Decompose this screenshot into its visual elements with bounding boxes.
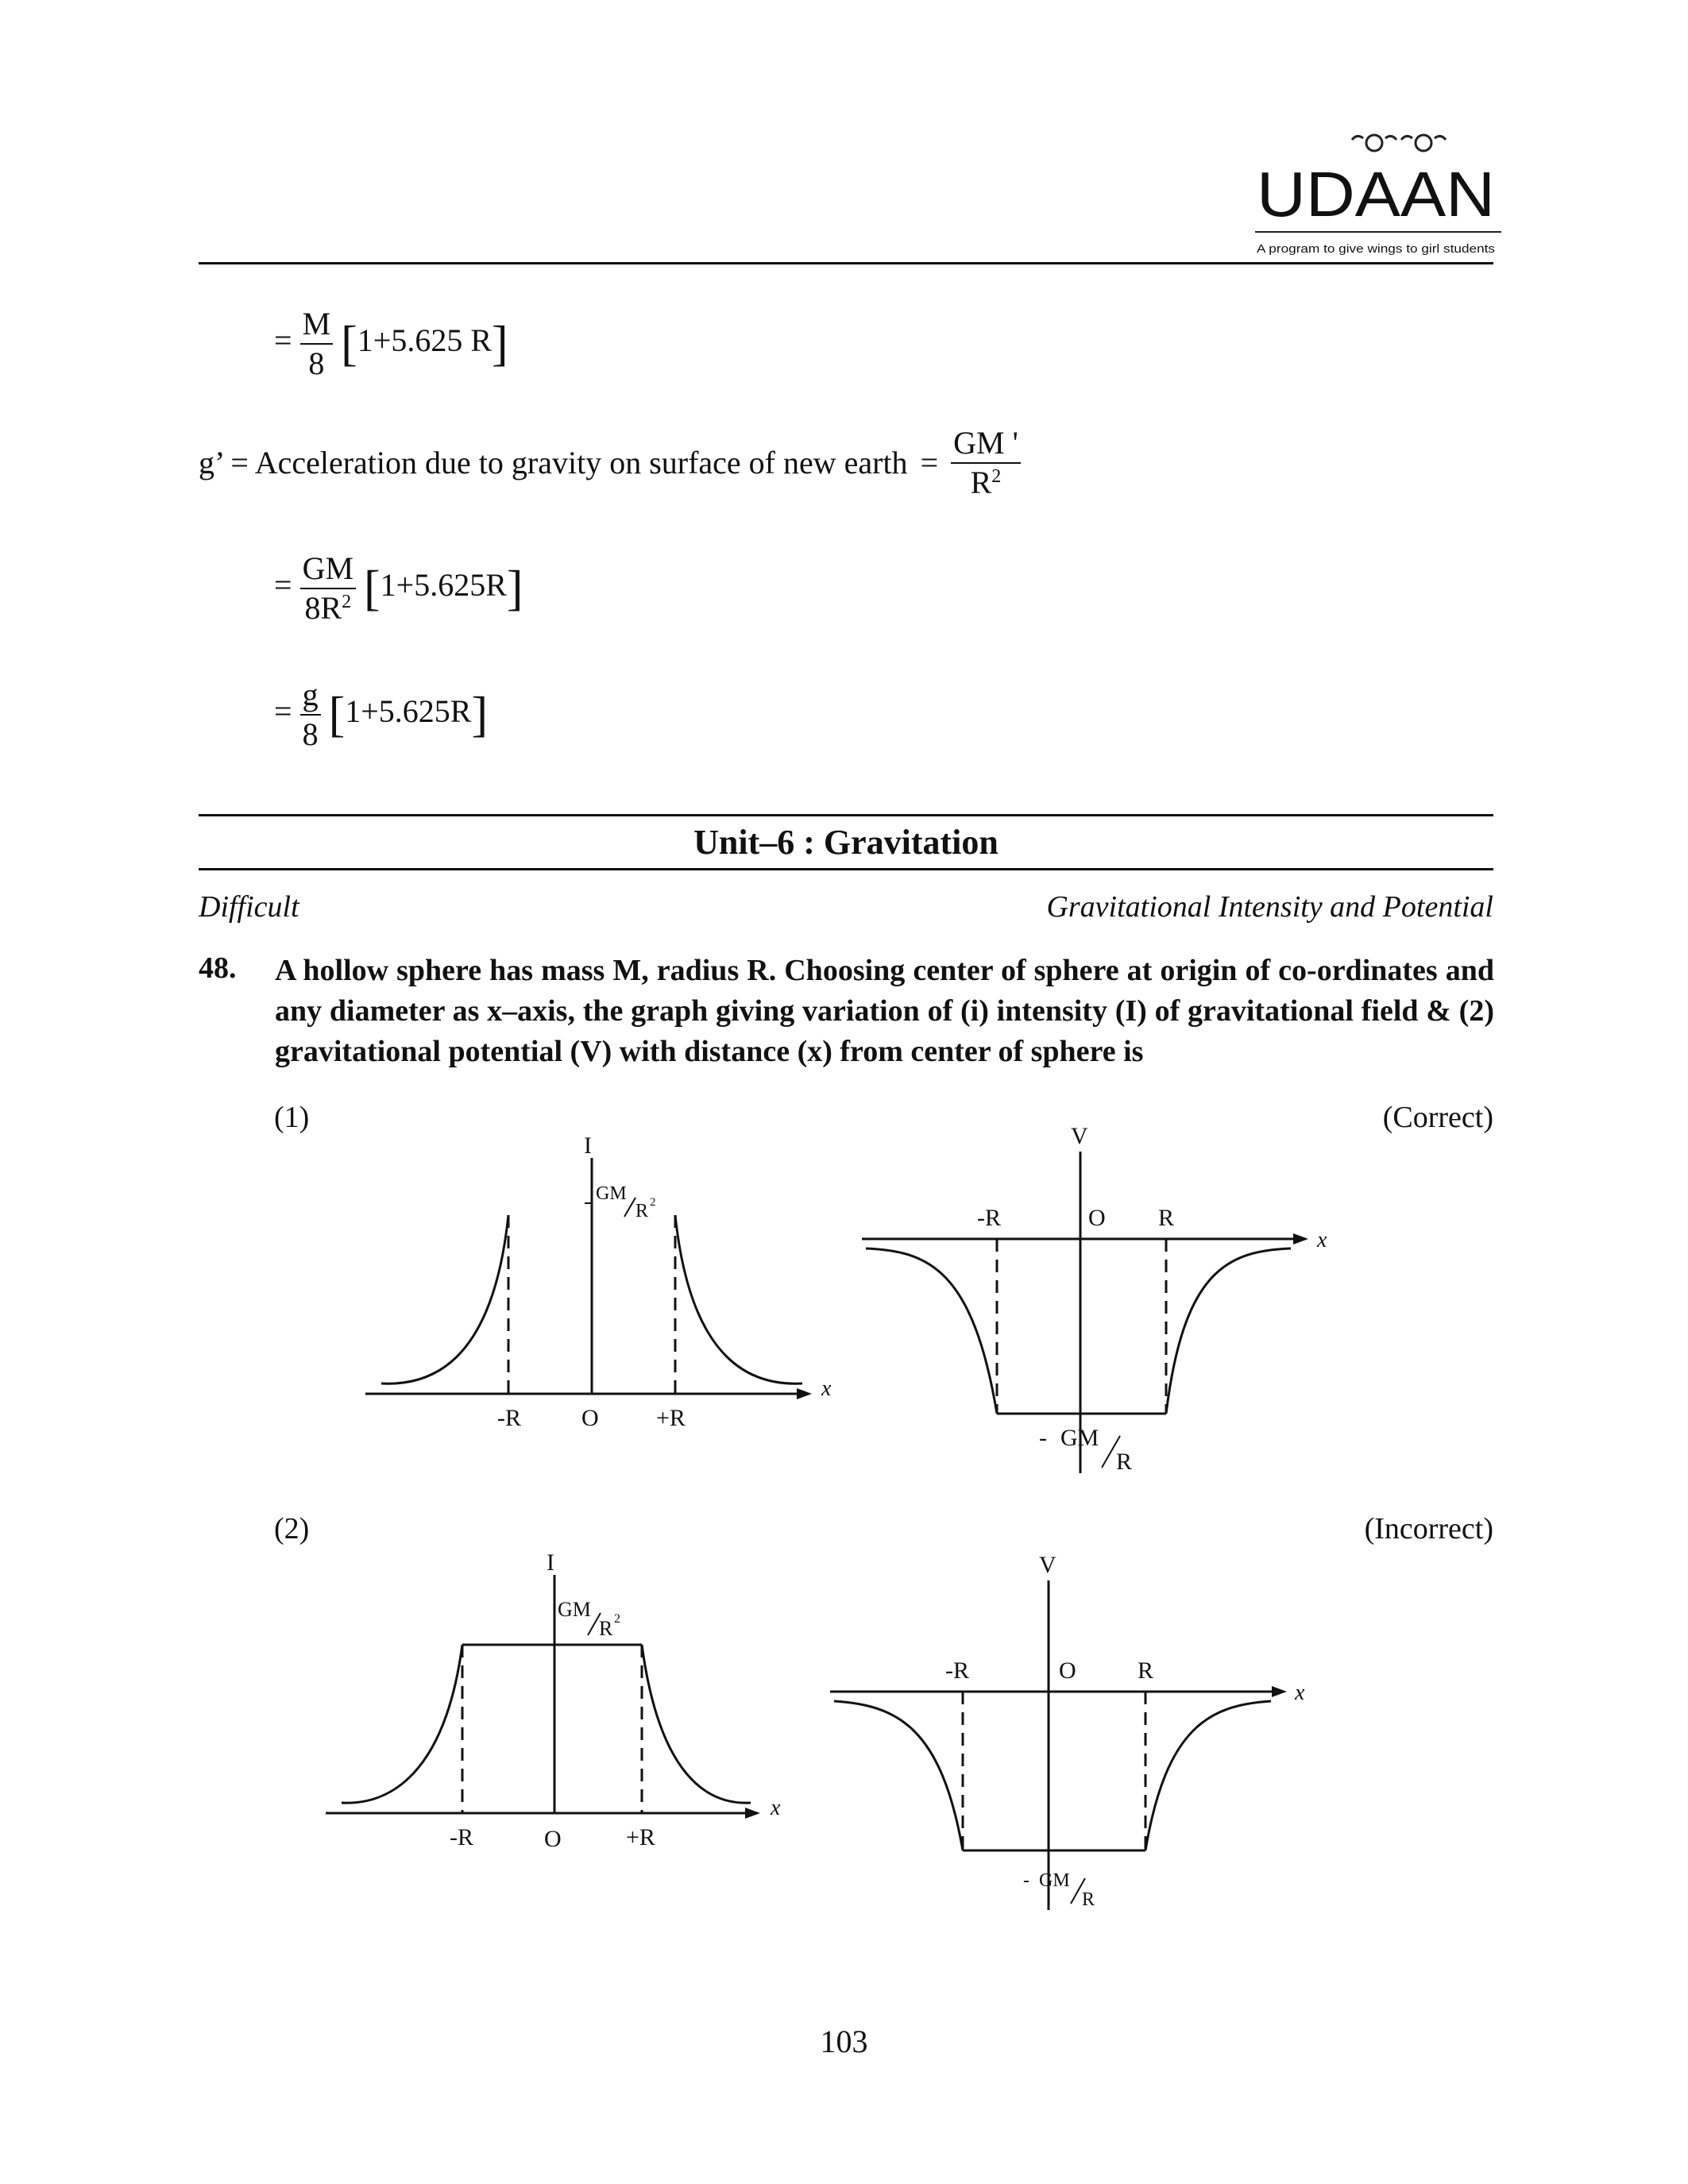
tick-r: R — [1158, 1205, 1175, 1231]
equation-line-3: = $\frac{GM}{8R^2}$ [1+5.625R] — [274, 550, 523, 626]
y-axis-label: V — [1039, 1552, 1056, 1578]
tick-r: R — [1138, 1657, 1154, 1684]
tick-minus-r: -R — [450, 1824, 473, 1850]
peak-label-exp: 2 — [614, 1612, 620, 1626]
tick-plus-r: +R — [656, 1405, 686, 1431]
equation-line-1: = $\frac{M}{8}$ [1+5.625 R] — [274, 306, 508, 381]
min-label-num: GM — [1060, 1425, 1099, 1451]
tick-origin: O — [581, 1405, 599, 1431]
y-axis-label: V — [1071, 1123, 1088, 1149]
min-label-prefix: - — [1039, 1425, 1053, 1451]
peak-label-den: R — [635, 1201, 649, 1221]
x-axis-label: x — [1295, 1680, 1305, 1705]
unit-title: Unit–6 : Gravitation — [693, 823, 999, 862]
x-axis-label: x — [821, 1376, 832, 1401]
tick-origin: O — [544, 1826, 562, 1852]
min-label-prefix: - — [1023, 1870, 1034, 1891]
unit-rule-top — [199, 814, 1493, 816]
min-label-den: R — [1116, 1449, 1133, 1475]
tick-minus-r: -R — [945, 1657, 969, 1684]
tick-origin: O — [1059, 1657, 1076, 1684]
option-1-status: (Correct) — [1382, 1101, 1493, 1134]
option-2-status: (Incorrect) — [1364, 1512, 1493, 1545]
min-label-num: GM — [1039, 1870, 1070, 1891]
peak-label-exp: 2 — [650, 1196, 656, 1209]
question-text: A hollow sphere has mass M, radius R. Choosing center of sphere at origin of co-ordinates and any diameter as x–axis, the graph giving variation of (i) intensity (I) of gravitational field & (2) gravitational potential (V) with distance (x) from center of sphere is — [275, 954, 1494, 1068]
tick-minus-r: -R — [497, 1405, 521, 1431]
udaan-logo — [1255, 119, 1501, 262]
option-2-label: (2) — [274, 1512, 310, 1545]
min-label-den: R — [1082, 1889, 1095, 1910]
y-axis-label: I — [584, 1133, 592, 1159]
option-2-potential-graph — [826, 1537, 1319, 1918]
option-1-potential-graph — [858, 1120, 1350, 1485]
tick-plus-r: +R — [626, 1824, 655, 1850]
tick-minus-r: -R — [977, 1205, 1001, 1231]
option-1-intensity-graph — [357, 1120, 850, 1437]
equation-gprime: g’ = Acceleration due to gravity on surface of new earth = $\frac{GM '}{R^2}$ — [199, 427, 1021, 499]
tick-origin: O — [1088, 1205, 1106, 1231]
logo-tagline: A program to give wings to girl students — [1257, 242, 1495, 256]
gprime-lhs: g’ = Acceleration due to gravity on surface of new earth — [199, 445, 908, 480]
x-axis-label: x — [1317, 1228, 1327, 1252]
page-number: 103 — [820, 2024, 868, 2059]
x-axis-label: x — [771, 1796, 781, 1820]
y-axis-label: I — [547, 1549, 554, 1576]
question-number: 48. — [199, 951, 237, 985]
peak-label-den: R — [599, 1617, 613, 1640]
equation-line-4: = $\frac{g}{8}$ [1+5.625R] — [274, 677, 489, 752]
header-rule — [199, 262, 1493, 264]
logo-wordmark: UDAAN — [1257, 159, 1495, 230]
option-2-intensity-graph — [318, 1537, 810, 1854]
peak-label-num: GM — [596, 1183, 627, 1204]
logo-figures-icon — [1352, 135, 1446, 151]
topic-label: Gravitational Intensity and Potential — [1046, 890, 1493, 924]
unit-rule-bottom — [199, 868, 1493, 870]
option-1-label: (1) — [274, 1101, 310, 1134]
peak-label-num: GM — [558, 1598, 591, 1621]
difficulty-label: Difficult — [199, 890, 299, 924]
